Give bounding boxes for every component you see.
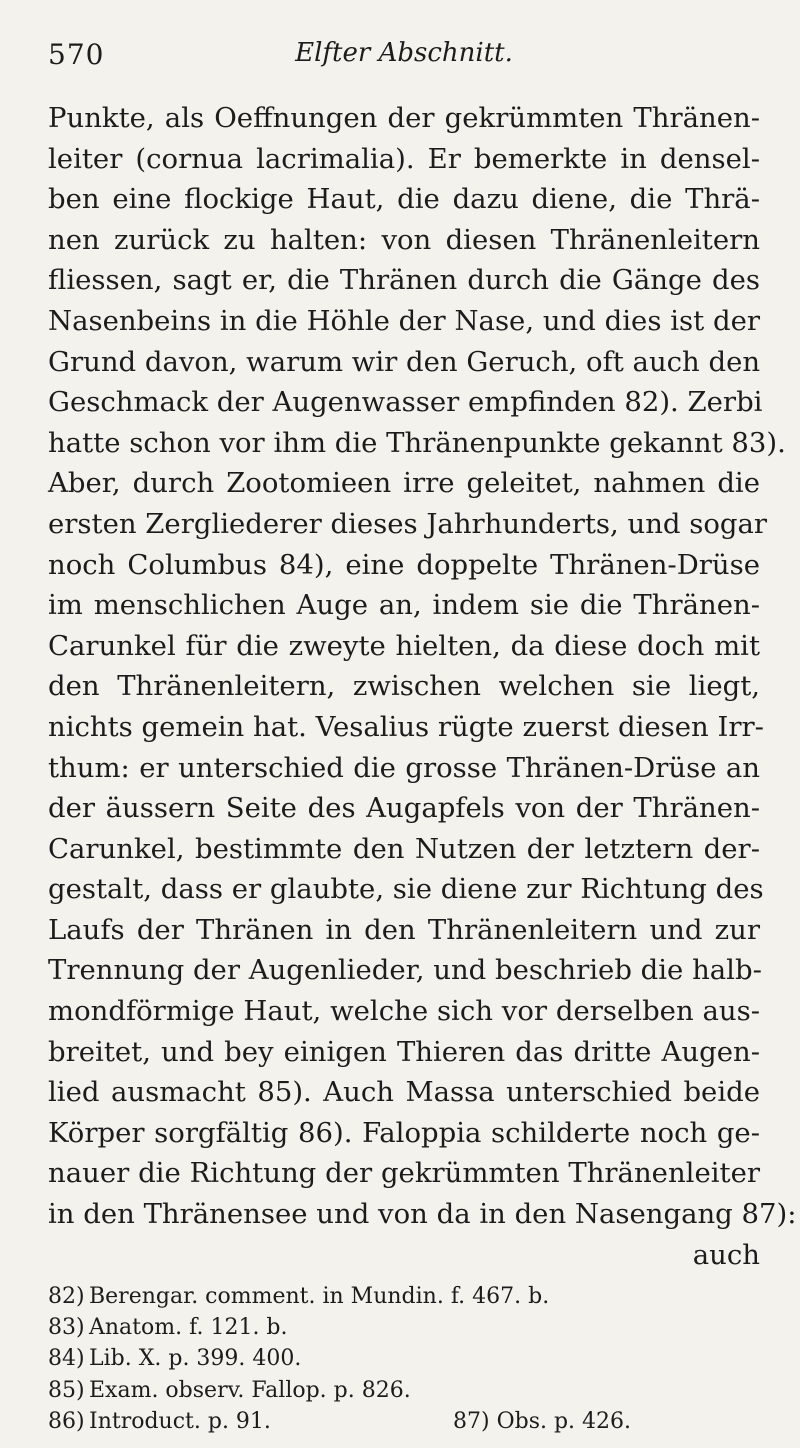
text-line: nen zurück zu halten: von diesen Thränenleitern [48, 223, 760, 256]
text-line: Geschmack der Augenwasser empfinden 82). Zerbi [48, 386, 763, 419]
footnote-number: 83) [48, 1315, 85, 1341]
page-header [48, 38, 760, 78]
footnote [48, 1406, 760, 1437]
text-line: noch Columbus 84), eine doppelte Thränen-Drüse [48, 548, 760, 581]
text-line: ersten Zergliederer dieses Jahrhunderts, und sogar [48, 507, 768, 540]
footnote-number: 82) [48, 1284, 85, 1309]
footnote-text: Obs. p. 426. [496, 1408, 632, 1434]
text-line: ben eine flockige Haut, die dazu diene, die Thrä- [48, 183, 760, 216]
footnote-text: Exam. observ. Fallop. p. 826. [89, 1377, 411, 1403]
footnote [48, 1375, 760, 1406]
text-line: Trennung der Augenlieder, und beschrieb die halb- [48, 954, 762, 987]
footnote-number: 87) [453, 1408, 490, 1434]
page-number: 570 [48, 38, 105, 71]
footnotes [48, 1281, 760, 1437]
text-line: nichts gemein hat. Vesalius rügte zuerst diesen Irr- [48, 710, 764, 743]
text-line: lied ausmacht 85). Auch Massa unterschied beide [48, 1076, 760, 1109]
text-line: der äussern Seite des Augapfels von der Thränen- [48, 792, 760, 825]
footnote [48, 1281, 760, 1312]
text-line: den Thränenleitern, zwischen welchen sie liegt, [48, 670, 760, 703]
text-line: leiter (cornua lacrimalia). Er bemerkte in densel- [48, 142, 760, 175]
footnote [48, 1312, 760, 1343]
text-line: im menschlichen Auge an, indem sie die Thränen- [48, 589, 760, 622]
running-head: Elfter Abschnitt. [295, 38, 513, 68]
footnote-number: 86) [48, 1408, 85, 1434]
footnote-side [453, 1406, 631, 1437]
text-line: nauer die Richtung der gekrümmten Thränenleiter [48, 1157, 760, 1190]
text-line: Nasenbeins in die Höhle der Nase, und dies ist der [48, 304, 760, 337]
text-line: mondförmige Haut, welche sich vor derselben aus- [48, 995, 760, 1028]
main-text [48, 98, 797, 1275]
catchword: auch [692, 1238, 760, 1271]
text-line: Carunkel für die zweyte hielten, da diese doch mit [48, 629, 760, 662]
text-line: Laufs der Thränen in den Thränenleitern und zur [48, 913, 760, 946]
footnote-number: 84) [48, 1346, 85, 1372]
footnote-text: Anatom. f. 121. b. [89, 1315, 288, 1341]
text-line: Grund davon, warum wir den Geruch, oft auch den [48, 345, 761, 378]
text-line: Punkte, als Oeffnungen der gekrümmten Thränen- [48, 102, 760, 134]
footnote-text: Introduct. p. 91. [89, 1408, 271, 1434]
text-line: breitet, und bey einigen Thieren das dritte Augen- [48, 1035, 760, 1068]
text-line: Carunkel, bestimmte den Nutzen der letztern der- [48, 832, 760, 865]
text-line: gestalt, dass er glaubte, sie diene zur Richtung des [48, 873, 764, 906]
text-line: thum: er unterschied die grosse Thränen-Drüse an [48, 751, 760, 784]
text-line: in den Thränensee und von da in den Nasengang 87): [48, 1198, 797, 1231]
footnote-text: Berengar. comment. in Mundin. f. 467. b. [89, 1284, 550, 1309]
footnote-text: Lib. X. p. 399. 400. [89, 1346, 302, 1372]
text-line: Aber, durch Zootomieen irre geleitet, nahmen die [48, 467, 760, 500]
footnote [48, 1343, 760, 1374]
text-line: Körper sorgfältig 86). Faloppia schilderte noch ge- [48, 1116, 760, 1149]
text-line: fliessen, sagt er, die Thränen durch die Gänge des [48, 264, 760, 297]
text-line: hatte schon vor ihm die Thränenpunkte gekannt 83). [48, 426, 786, 459]
footnote-number: 85) [48, 1377, 85, 1403]
